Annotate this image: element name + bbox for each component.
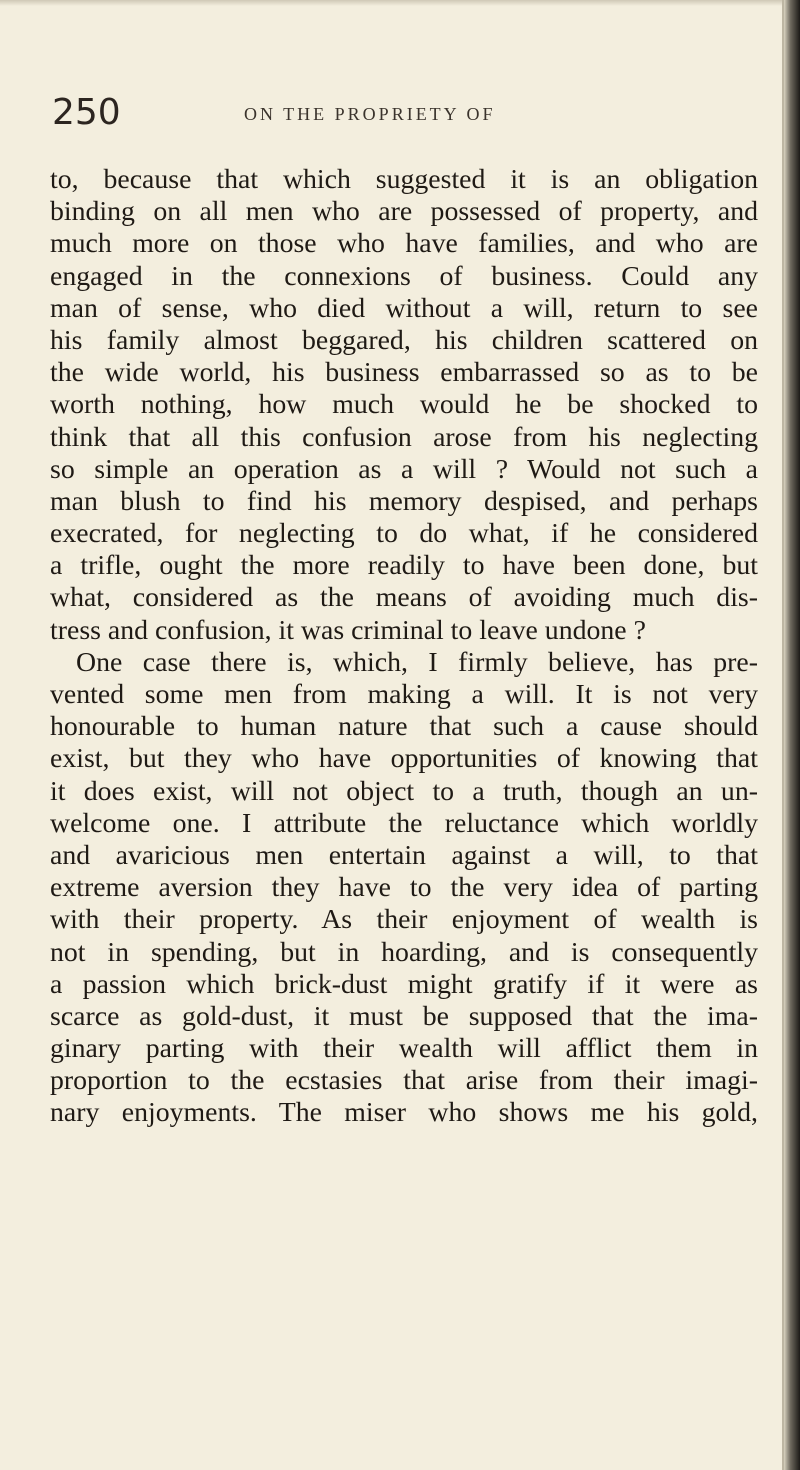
text-line: honourable to human nature that such a cause should [50,711,758,743]
text-line: proportion to the ecstasies that arise from their imagi- [50,1065,758,1097]
text-line: it does exist, will not object to a truth, though an un- [50,775,758,807]
text-line: man blush to find his memory despised, and perhaps [50,485,758,517]
text-line: welcome one. I attribute the reluctance which worldly [50,807,758,839]
text-line: a trifle, ought the more readily to have been done, but [50,550,758,582]
text-line: binding on all men who are possessed of property, and [50,196,758,228]
text-line: so simple an operation as a will ? Would not such a [50,453,758,485]
text-line: One case there is, which, I firmly believe, has pre- [76,646,758,678]
text-line: worth nothing, how much would he be shocked to [50,389,758,421]
text-line: scarce as gold-dust, it must be supposed that the ima- [50,1000,758,1032]
text-line: much more on those who have families, and who are [50,228,758,260]
text-line: what, considered as the means of avoiding much dis- [50,582,758,614]
text-line: engaged in the connexions of business. Could any [50,260,758,292]
text-line: with their property. As their enjoyment of wealth is [50,904,758,936]
page-header [52,92,762,142]
text-line: ginary parting with their wealth will afflict them in [50,1033,758,1065]
text-line: execrated, for neglecting to do what, if he considered [50,518,758,550]
page-number: 250 [52,92,121,133]
text-line: not in spending, but in hoarding, and is consequently [50,936,758,968]
body-text [50,164,758,1130]
text-line: extreme aversion they have to the very idea of parting [50,872,758,904]
text-line: and avaricious men entertain against a will, to that [50,839,758,871]
running-title: ON THE PROPRIETY OF [244,104,496,124]
text-line: think that all this confusion arose from his neglecting [50,421,758,453]
text-line: his family almost beggared, his children scattered on [50,324,758,356]
text-line: man of sense, who died without a will, return to see [50,292,758,324]
text-line: vented some men from making a will. It is not very [50,679,758,710]
text-line: nary enjoyments. The miser who shows me his gold, [50,1097,758,1129]
book-binding-edge [784,0,800,1470]
text-line: tress and confusion, it was criminal to leave undone ? [50,614,646,646]
text-line: the wide world, his business embarrassed so as to be [50,357,758,389]
page-top-edge [0,0,785,6]
text-line: exist, but they who have opportunities of knowing that [50,743,758,775]
text-line: to, because that which suggested it is an obligation [50,164,758,195]
text-line: a passion which brick-dust might gratify if it were as [50,968,758,1000]
